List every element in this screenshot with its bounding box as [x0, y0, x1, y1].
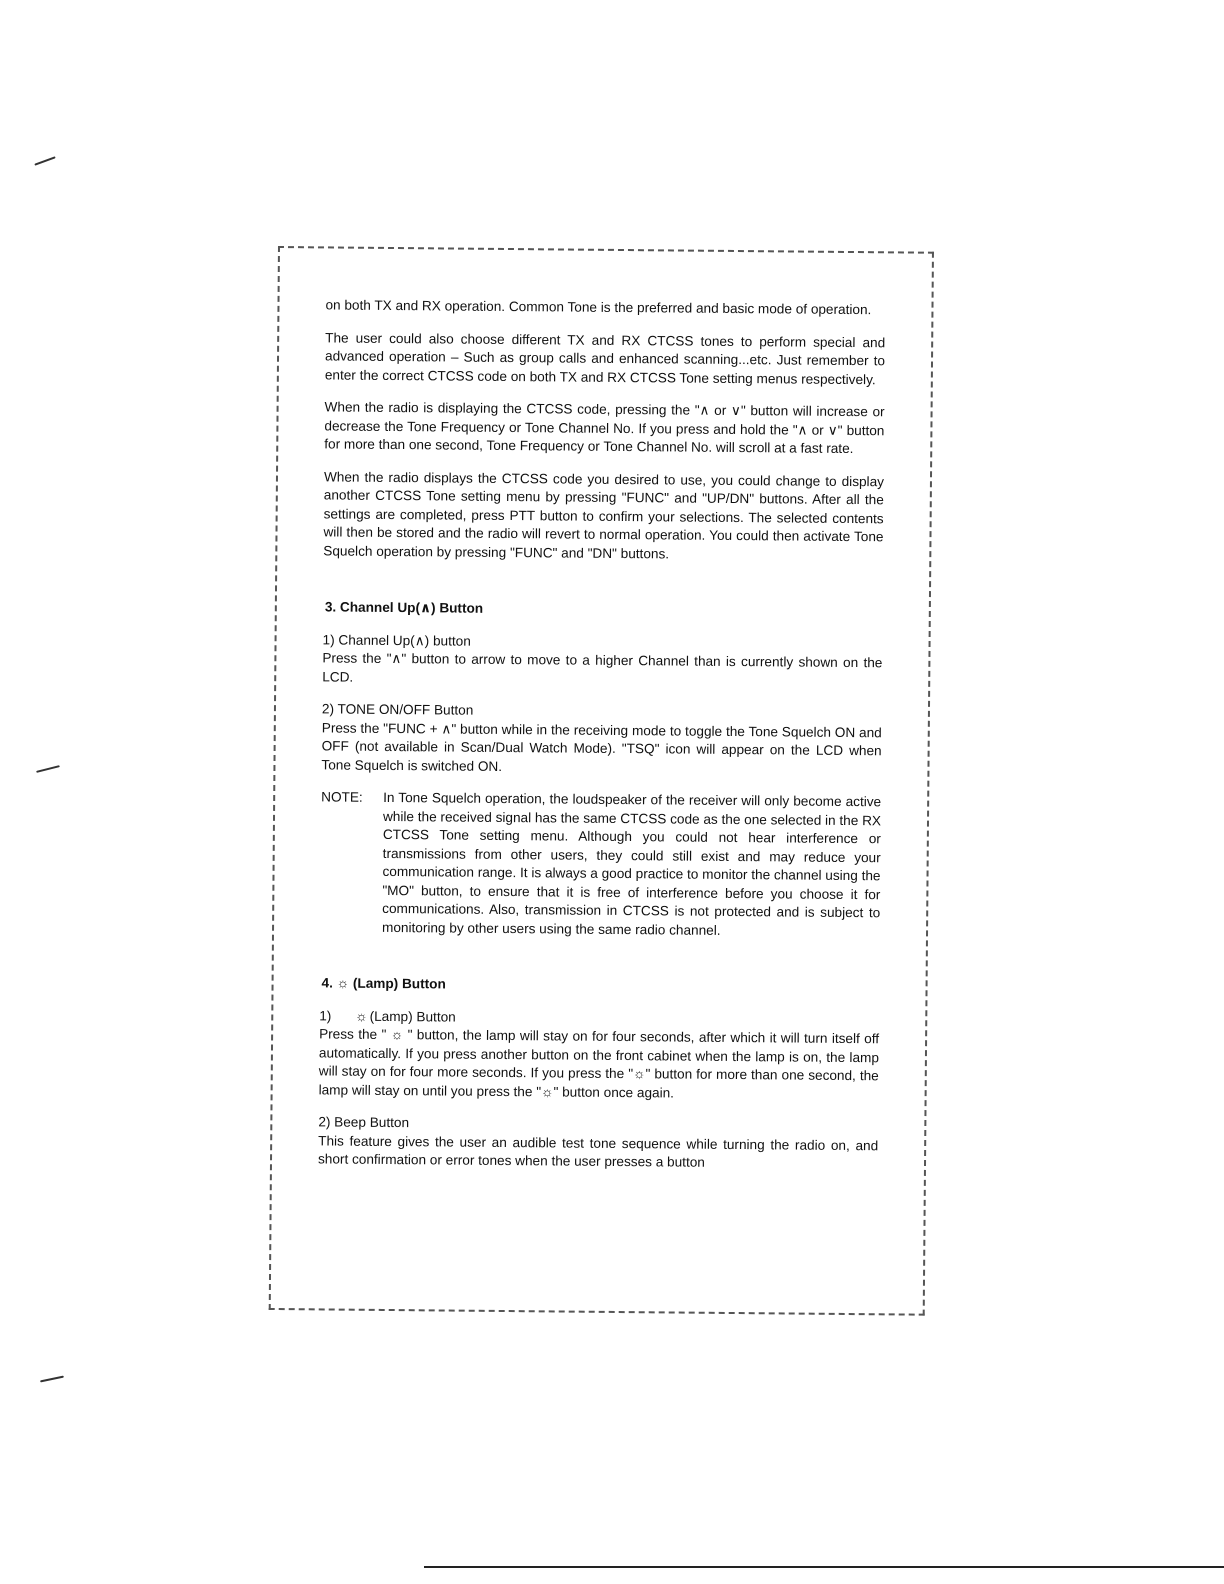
heading-number: 4.	[321, 975, 333, 991]
manual-content	[318, 296, 886, 1187]
channel-up-item	[322, 631, 882, 691]
tone-squelch-note	[320, 788, 881, 941]
item-label-text: (Lamp) Button	[369, 1008, 456, 1025]
lamp-button-item	[319, 1007, 880, 1104]
item-text: This feature gives the user an audible test tone sequence while turning the radio on, and short confirmation or error tones when the user presses a button	[317, 1132, 879, 1170]
item-number: 1)	[319, 1007, 332, 1023]
scan-artifact-mark	[34, 156, 55, 165]
scan-artifact-mark	[40, 1376, 64, 1383]
beep-button-item	[318, 1113, 878, 1173]
item-text: Press the "∧" button to arrow to move to a higher Channel than is currently shown on the LCD.	[322, 650, 883, 685]
item-label: 2) Beep Button	[318, 1114, 410, 1131]
scan-artifact-mark	[36, 765, 60, 773]
manual-page-panel	[269, 246, 934, 1316]
tone-onoff-item	[321, 700, 882, 779]
heading-text: (Lamp) Button	[352, 975, 446, 992]
note-label: NOTE:	[321, 789, 363, 805]
item-text: Press the "FUNC + ∧" button while in the receiving mode to toggle the Tone Squelch ON and OFF (not available in Scan/Dual Watch Mode). "TSQ" icon will appear on the LCD when Tone Squelch is switched ON.	[321, 719, 882, 774]
bottom-rule	[424, 1566, 1224, 1568]
paragraph-common-tone: on both TX and RX operation. Common Tone is the preferred and basic mode of operation.	[325, 297, 872, 318]
section-heading-channel-up: 3. Channel Up(∧) Button	[324, 599, 484, 616]
paragraph-different-tones: The user could also choose different TX and RX CTCSS tones to perform special and advanced operation – Such as group calls and enhanced scanning...etc. Just remember to enter the correct CTCSS code on both TX and RX CTCSS Tone setting menus respectively.	[324, 329, 886, 387]
item-label: 1) Channel Up(∧) button	[322, 631, 471, 649]
paragraph-ctcss-menu: When the radio displays the CTCSS code you desired to use, you could change to display another CTCSS Tone setting menu by pressing "FUNC" and "UP/DN" buttons. After all the settings are completed, press PTT button to confirm your selections. The selected contents will then be stored and the radio will revert to normal operation. You could then activate Tone Squelch operation by pressing "FUNC" and "DN" buttons.	[323, 468, 885, 561]
item-label: 2) TONE ON/OFF Button	[321, 701, 474, 718]
paragraph-ctcss-adjust: When the radio is displaying the CTCSS code, pressing the "∧ or ∨" button will increase or decrease the Tone Frequency or Tone Channel No. If you press and hold the "∧ or ∨" button for more than one second, Tone Frequency or Tone Channel No. will scroll at a fast rate.	[324, 399, 885, 457]
item-text: Press the " ☼ " button, the lamp will stay on for four seconds, after which it will turn itself off automatically. If you press another button on the front cabinet when the lamp is on, the lamp will stay on for four more seconds. If you press the "☼" button for more than one second, the lamp will stay on until you press the "☼" button once again.	[318, 1026, 880, 1100]
lamp-icon: ☼	[336, 975, 350, 991]
note-text: In Tone Squelch operation, the loudspeaker of the receiver will only become active while the received signal has the same CTCSS code as the one selected in the RX CTCSS Tone setting menu. Although you could not hear interference or transmissions from other users, they could still exist and may reduce your communication range. It is always a good practice to monitor the channel using the "MO" button, to ensure that it is free of interference before you choose it for communications. Also, transmission in CTCSS is not protected and is subject to monitoring by other users using the same radio channel.	[381, 789, 882, 938]
section-heading-lamp	[321, 974, 879, 997]
lamp-icon: ☼	[355, 1008, 368, 1024]
